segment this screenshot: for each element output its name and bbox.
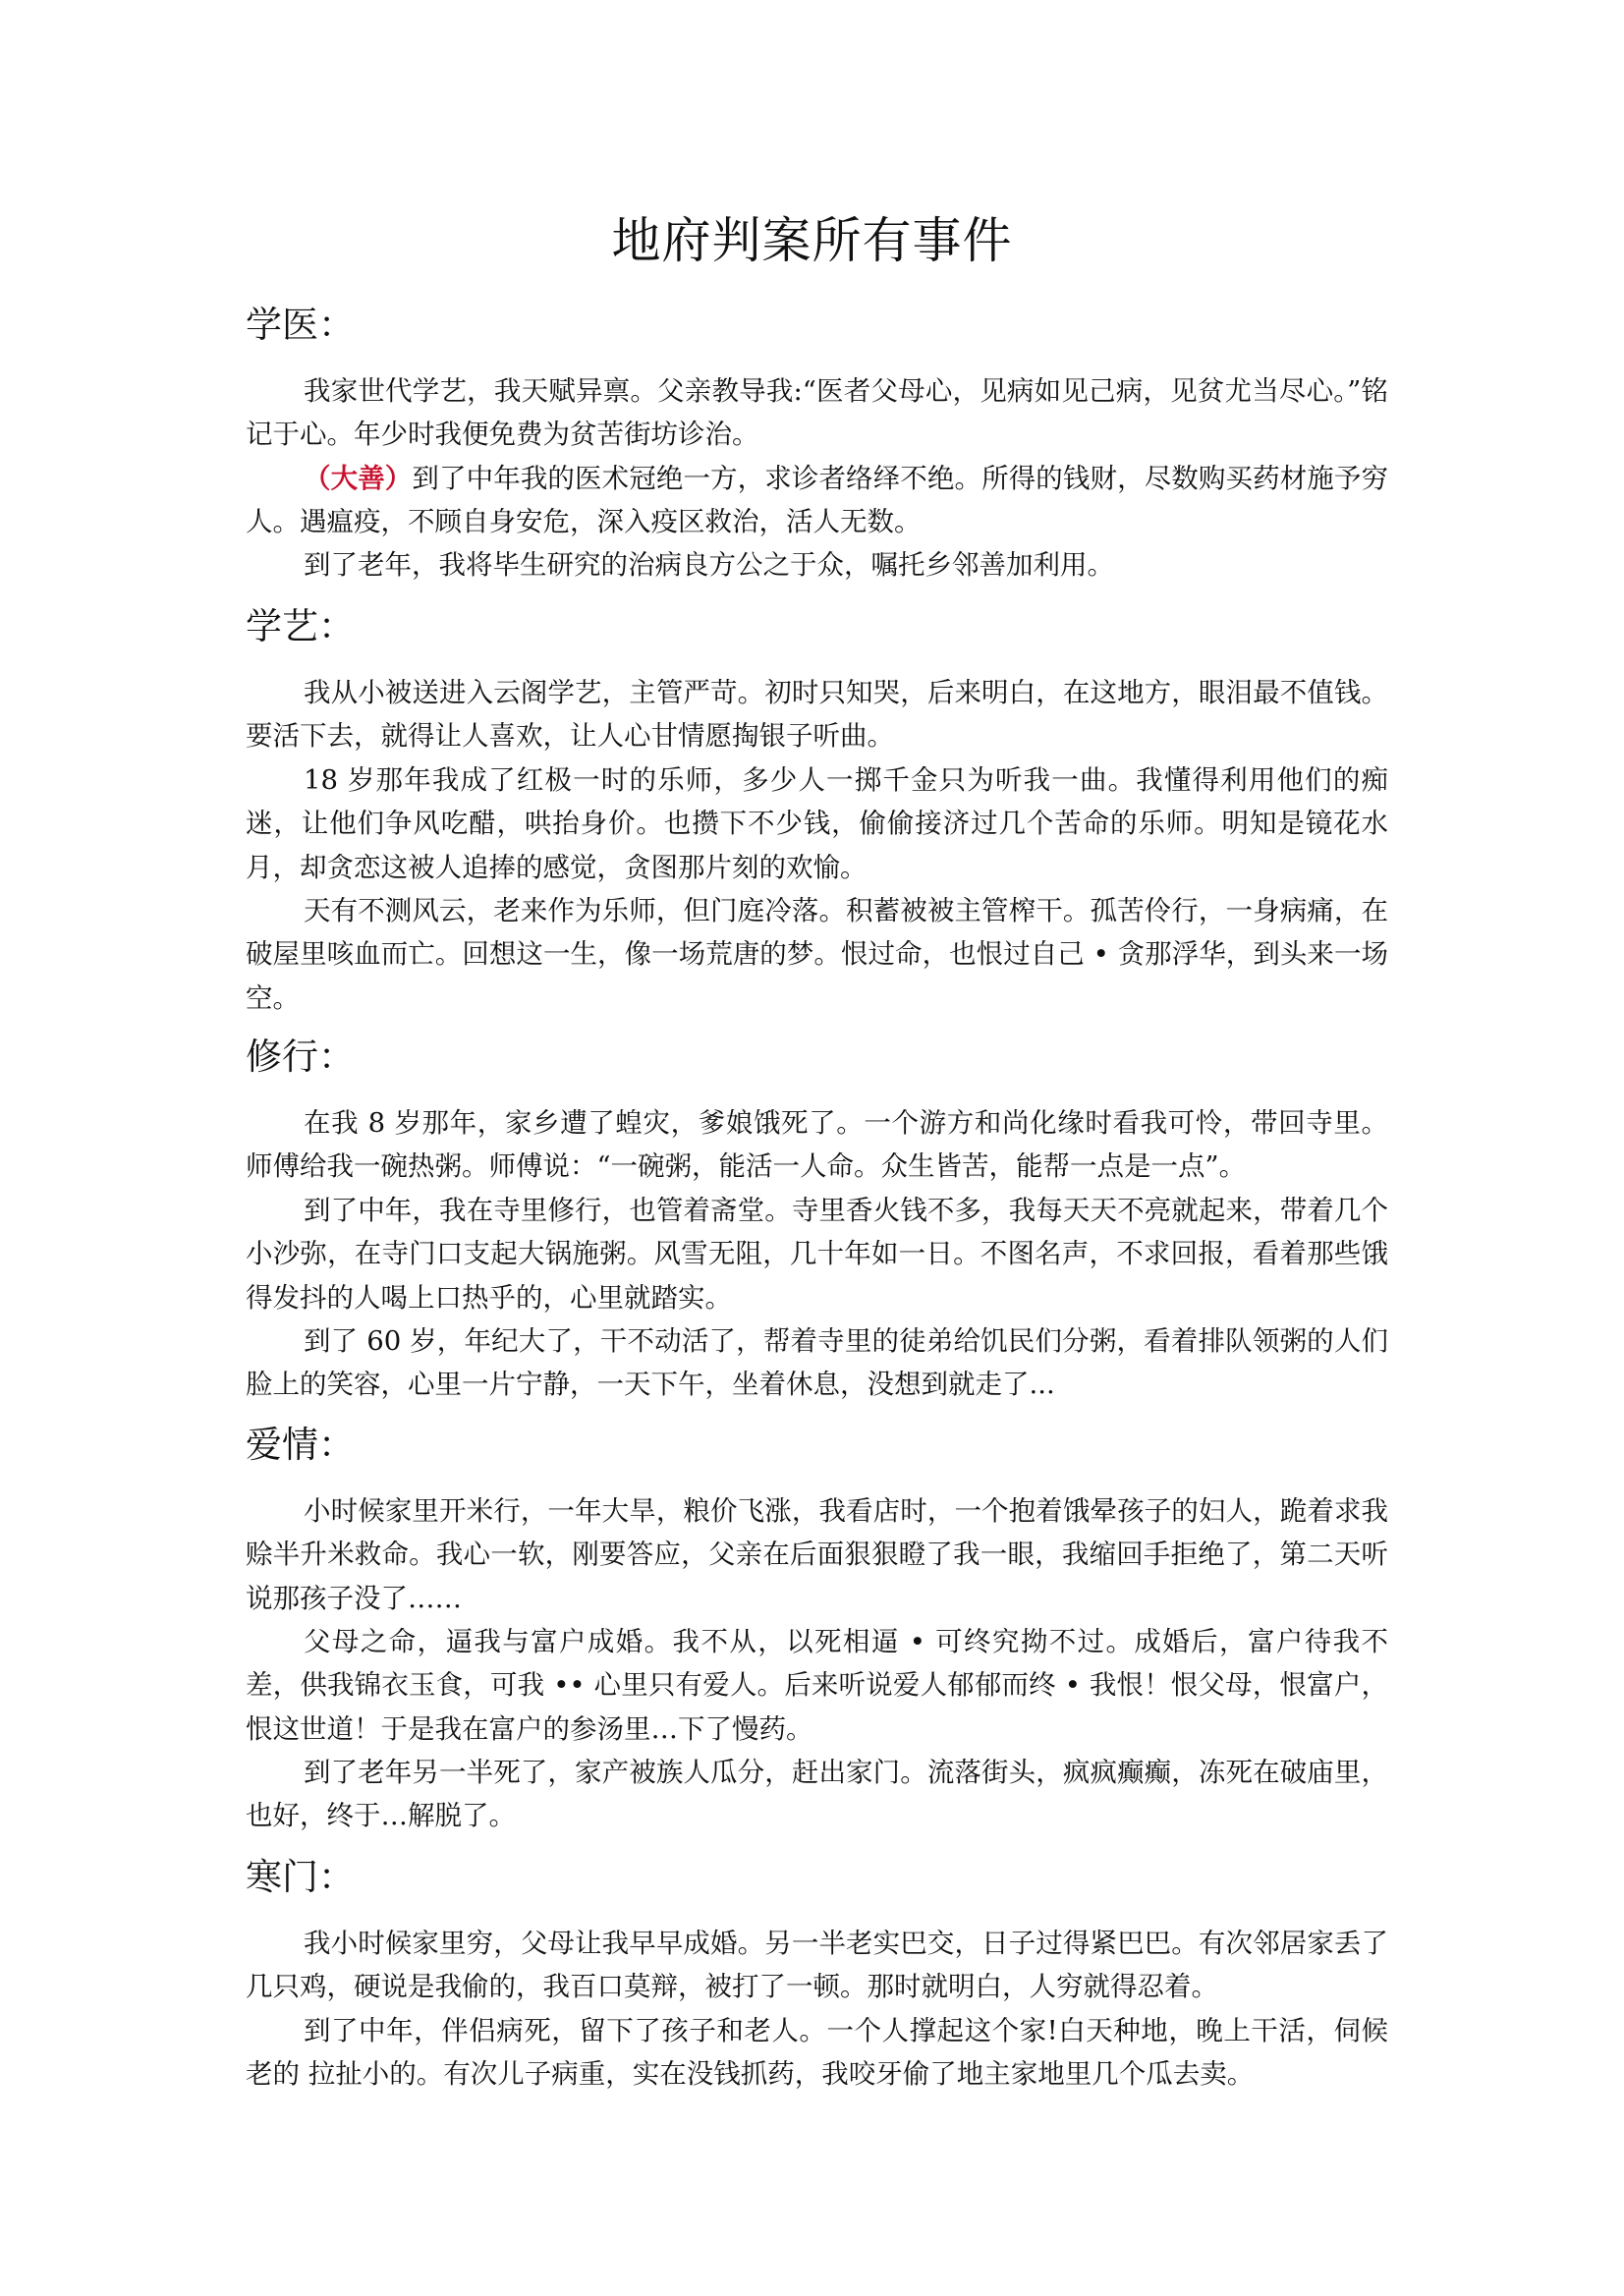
section-paragraph-with-tag [246,457,1388,544]
section-heading-xueyi-arts: 学艺： [246,605,355,647]
section-heading-xueyi-medicine: 学医： [246,304,355,346]
section-paragraph: 到了 60 岁，年纪大了，干不动活了，帮着寺里的徒弟给饥民们分粥，看着排队领粥的人们脸上的笑容，心里一片宁静，一天下午，坐着休息，没想到就走了... [246,1325,1388,1401]
section-paragraph: 到了中年，我在寺里修行，也管着斋堂。寺里香火钱不多，我每天天不亮就起来，带着几个小沙弥，在寺门口支起大锅施粥。风雪无阻，几十年如一日。不图名声，不求回报，看着那些饿得发抖的人喝上口热乎的，心里就踏实。 [246,1195,1388,1314]
section-paragraph: 父母之命，逼我与富户成婚。我不从，以死相逼 • 可终究拗不过。成婚后，富户待我不差，供我锦衣玉食，可我 •• 心里只有爱人。后来听说爱人郁郁而终 • 我恨！恨父母，恨富户，恨这世道！于是我在富户的参汤里…下了慢药。 [246,1626,1388,1745]
section-paragraph: 我小时候家里穷，父母让我早早成婚。另一半老实巴交，日子过得紧巴巴。有次邻居家丢了几只鸡，硬说是我偷的，我百口莫辩，被打了一顿。那时就明白，人穷就得忍着。 [246,1928,1388,2003]
section-paragraph: 到了中年，伴侣病死，留下了孩子和老人。一个人撑起这个家!白天种地，晚上干活，伺候老的 拉扯小的。有次儿子病重，实在没钱抓药，我咬牙偷了地主家地里几个瓜去卖。 [246,2015,1388,2091]
section-paragraph: 18 岁那年我成了红极一时的乐师，多少人一掷千金只为听我一曲。我懂得利用他们的痴迷，让他们争风吃醋，哄抬身价。也攒下不少钱，偷偷接济过几个苦命的乐师。明知是镜花水月，却贪恋这被人追捧的感觉，贪图那片刻的欢愉。 [246,764,1388,883]
section-heading-aiqing: 爱情： [246,1424,355,1466]
section-heading-xiuxing: 修行： [246,1036,355,1078]
section-paragraph: 小时候家里开米行，一年大旱，粮价飞涨，我看店时，一个抱着饿晕孩子的妇人，跪着求我赊半升米救命。我心一软，刚要答应，父亲在后面狠狠瞪了我一眼，我缩回手拒绝了，第二天听说那孩子没了…… [246,1495,1388,1614]
section-paragraph: 在我 8 岁那年，家乡遭了蝗灾，爹娘饿死了。一个游方和尚化缘时看我可怜，带回寺里。师傅给我一碗热粥。师傅说：“一碗粥，能活一人命。众生皆苦，能帮一点是一点”。 [246,1107,1388,1183]
section-heading-hanmen: 寒门： [246,1856,355,1898]
section-paragraph: 我从小被送进入云阁学艺，主管严苛。初时只知哭，后来明白，在这地方，眼泪最不值钱。要活下去，就得让人喜欢，让人心甘情愿掏银子听曲。 [246,677,1388,753]
section-paragraph: 到了老年另一半死了，家产被族人瓜分，赶出家门。流落街头，疯疯癫癫，冻死在破庙里，也好，终于…解脱了。 [246,1757,1388,1832]
section-paragraph: 天有不测风云，老来作为乐师，但门庭冷落。积蓄被被主管榨干。孤苦伶行，一身病痛，在破屋里咳血而亡。回想这一生，像一场荒唐的梦。恨过命，也恨过自己 • 贪那浮华，到头来一场空。 [246,895,1388,1014]
page-title: 地府判案所有事件 [611,212,1013,269]
section-paragraph-text: 到了中年我的医术冠绝一方，求诊者络绎不绝。所得的钱财，尽数购买药材施予穷人。遇瘟疫，不顾自身安危，深入疫区救治，活人无数。 [246,463,1389,538]
section-paragraph: 到了老年，我将毕生研究的治病良方公之于众，嘱托乡邻善加利用。 [304,549,1114,581]
great-good-tag: （大善） [304,463,413,494]
section-paragraph: 我家世代学艺，我天赋异禀。父亲教导我:“医者父母心，见病如见己病，见贫尤当尽心。”铭记于心。年少时我便免费为贫苦街坊诊治。 [246,375,1388,451]
